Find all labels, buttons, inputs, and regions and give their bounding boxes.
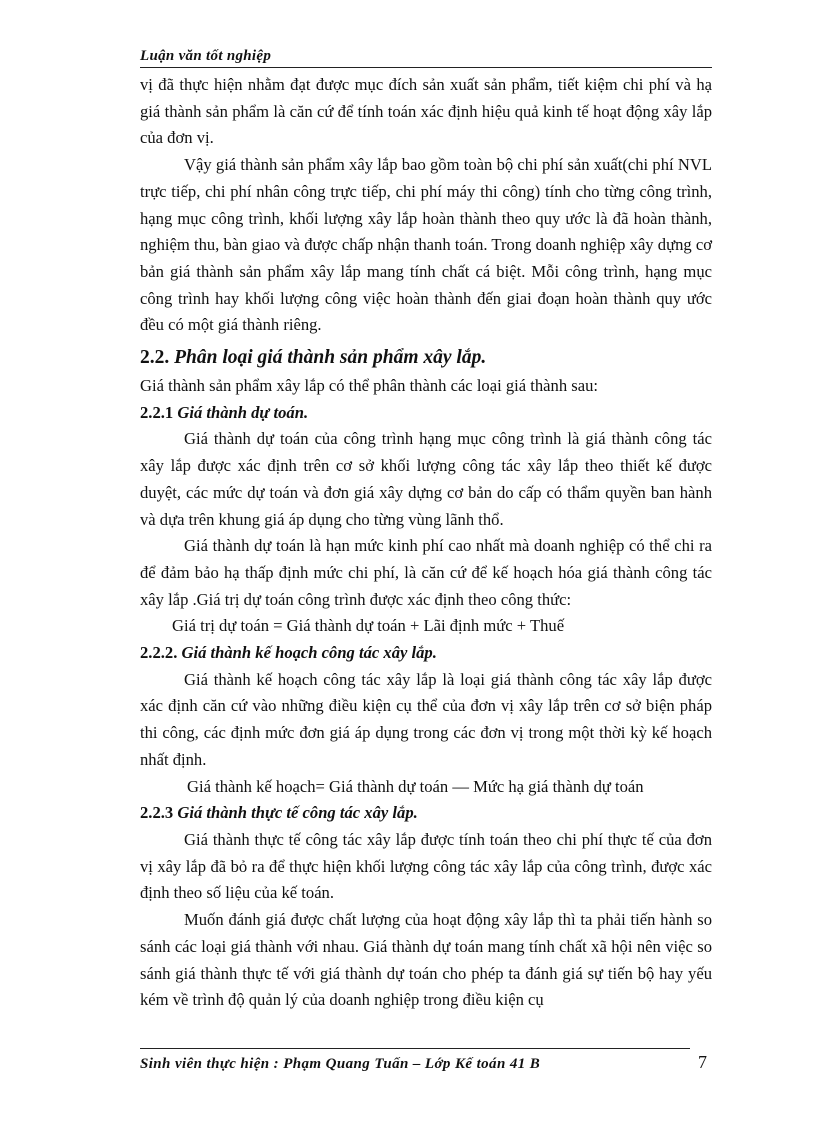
header-title: Luận văn tốt nghiệp	[140, 48, 272, 64]
section-number: 2.2.1	[140, 402, 174, 422]
paragraph: Giá thành sản phẩm xây lắp có thể phân thành các loại giá thành sau:	[140, 376, 599, 396]
section-title: Giá thành kế hoạch công tác xây lắp.	[181, 643, 437, 663]
section-heading-2-2-3	[140, 800, 712, 827]
page-header	[140, 47, 712, 68]
section-title: Giá thành thực tế công tác xây lắp.	[177, 803, 418, 823]
formula: Giá thành kế hoạch= Giá thành dự toán — Mức hạ giá thành dự toán	[187, 776, 644, 796]
footer-text: Sinh viên thực hiện : Phạm Quang Tuấn – Lớp Kế toán 41 B	[140, 1056, 541, 1072]
paragraph: Muốn đánh giá được chất lượng của hoạt động xây lắp thì ta phải tiến hành so sánh các loại giá thành với nhau. Giá thành dự toán mang tính chất xã hội nên việc so sánh giá thành thực tế với giá thành dự toán cho phép ta đánh giá sự tiến bộ hay yếu kém về trình độ quản lý của doanh nghiệp trong điều kiện cụ	[140, 910, 712, 1010]
paragraph: Giá thành dự toán của công trình hạng mục công trình là giá thành công tác xây lắp được xác định trên cơ sở khối lượng công tác xây lắp theo thiết kế được duyệt, các mức dự toán và đơn giá xây dựng cơ bản do cấp có thẩm quyền ban hành và dựa trên khung giá áp dụng cho từng vùng lãnh thổ.	[140, 429, 712, 529]
section-number: 2.2.2.	[140, 643, 178, 663]
section-title: Giá thành dự toán.	[177, 402, 309, 422]
paragraph: Giá thành thực tế công tác xây lắp được tính toán theo chi phí thực tế của đơn vị xây lắp đã bỏ ra để thực hiện khối lượng công tác xây lắp của công trình, được xác định theo số liệu của kế toán.	[140, 829, 712, 903]
section-heading-2-2	[140, 343, 712, 373]
section-number: 2.2.3	[140, 803, 174, 823]
formula: Giá trị dự toán = Giá thành dự toán + Lãi định mức + Thuế	[172, 616, 565, 636]
paragraph: Vậy giá thành sản phẩm xây lắp bao gồm toàn bộ chi phí sản xuất(chi phí NVL trực tiếp, chi phí nhân công trực tiếp, chi phí máy thi công) tính cho từng công trình, hạng mục công trình, khối lượng xây lắp hoàn thành theo quy ước là đã hoàn thành, nghiệm thu, bàn giao và được chấp nhận thanh toán. Trong doanh nghiệp xây dựng cơ bản giá thành sản phẩm xây lắp mang tính chất cá biệt. Mỗi công trình, hạng mục công trình hay khối lượng công việc hoàn thành đến giai đoạn hoàn thành quy ước đều có một giá thành riêng.	[140, 155, 712, 335]
section-heading-2-2-1	[140, 400, 712, 427]
document-body	[140, 72, 712, 1014]
page-number: 7	[698, 1052, 707, 1072]
section-heading-2-2-2	[140, 640, 712, 667]
section-number: 2.2.	[140, 347, 170, 369]
page-footer	[140, 1048, 690, 1073]
paragraph: vị đã thực hiện nhằm đạt được mục đích sản xuất sản phẩm, tiết kiệm chi phí và hạ giá thành sản phẩm là căn cứ để tính toán xác định hiệu quả kinh tế hoạt động xây lắp của đơn vị.	[140, 75, 712, 148]
paragraph: Giá thành kế hoạch công tác xây lắp là loại giá thành công tác xây lắp được xác định căn cứ vào những điều kiện cụ thể của đơn vị xây lắp trên cơ sở biện pháp thi công, các định mức đơn giá áp dụng trong các đơn vị trong một thời kỳ kế hoạch nhất định.	[140, 669, 712, 769]
paragraph: Giá thành dự toán là hạn mức kinh phí cao nhất mà doanh nghiệp có thể chi ra để đảm bảo hạ thấp định mức chi phí, là căn cứ để kế hoạch hóa giá thành công tác xây lắp .Giá trị dự toán công trình được xác định theo công thức:	[140, 536, 712, 609]
section-title: Phân loại giá thành sản phẩm xây lắp.	[174, 347, 487, 369]
